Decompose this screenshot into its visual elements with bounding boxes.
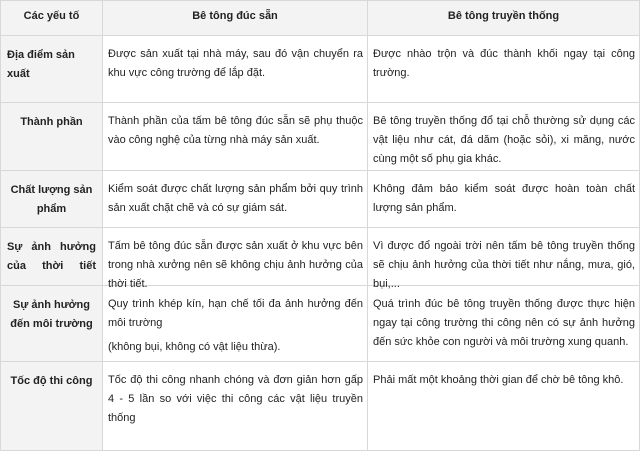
row-traditional-weather: [368, 228, 640, 290]
header-precast-label: Bê tông đúc sẵn: [192, 9, 278, 22]
row-precast-production-site: [103, 36, 368, 103]
header-factors: [0, 0, 103, 36]
row-traditional-production-site: [368, 36, 640, 103]
row-precast-quality: [103, 171, 368, 228]
cell-text: Vì được đổ ngoài trời nên tấm bê tông truyền thống sẽ chịu ảnh hưởng của thời tiết như nắng, mưa, gió, bụi,...: [373, 240, 635, 290]
header-traditional: [368, 0, 640, 36]
row-factor-quality: Chất lượng sản phẩm: [0, 171, 103, 228]
cell-text: Tốc độ thi công nhanh chóng và đơn giản hơn gấp 4 - 5 lần so với việc thi công các vật liệu truyền thống: [108, 374, 363, 424]
header-factors-label: Các yếu tố: [23, 9, 80, 22]
row-factor-composition: Thành phần: [0, 103, 103, 171]
row-precast-composition: [103, 103, 368, 171]
cell-text: Kiểm soát được chất lượng sản phẩm bởi quy trình sản xuất chặt chẽ và có sự giám sát.: [108, 183, 363, 214]
row-factor-weather: Sự ảnh hưởng của thời tiết: [0, 228, 103, 286]
header-traditional-label: Bê tông truyền thống: [447, 9, 560, 22]
cell-text: Được sản xuất tại nhà máy, sau đó vận chuyển ra khu vực công trường để lắp đặt.: [108, 48, 363, 79]
cell-text: Được nhào trộn và đúc thành khối ngay tại công trường.: [373, 48, 635, 79]
cell-text: Quy trình khép kín, hạn chế tối đa ảnh hưởng đến môi trường: [108, 298, 363, 329]
cell-text: Phải mất một khoảng thời gian để chờ bê tông khô.: [373, 374, 624, 386]
row-precast-speed: [103, 362, 368, 451]
row-factor-speed: Tốc độ thi công: [0, 362, 103, 451]
row-traditional-environment: [368, 286, 640, 362]
header-precast: [103, 0, 368, 36]
cell-text: Tấm bê tông đúc sẵn được sản xuất ở khu vực bên trong nhà xưởng nên sẽ không chịu ảnh hưởng của thời tiết.: [108, 240, 363, 290]
cell-text: Quá trình đúc bê tông truyền thống được thực hiện ngay tại công trường thi công nên có sự ảnh hưởng đến sức khỏe con người và môi trường xung quanh.: [373, 298, 635, 348]
row-factor-environment: Sự ảnh hưởng đến môi trường: [0, 286, 103, 362]
row-precast-environment: [103, 286, 368, 362]
cell-text: Không đảm bảo kiểm soát được hoàn toàn chất lượng sản phẩm.: [373, 183, 635, 214]
row-traditional-quality: [368, 171, 640, 228]
row-traditional-composition: [368, 103, 640, 171]
cell-text: Thành phần của tấm bê tông đúc sẵn sẽ phụ thuộc vào công nghệ của từng nhà máy sản xuất.: [108, 115, 363, 146]
cell-text: (không bụi, không có vật liệu thừa).: [108, 341, 281, 353]
row-precast-weather: [103, 228, 368, 290]
row-factor-production-site: Địa điểm sản xuất: [0, 36, 103, 103]
cell-text: Bê tông truyền thống đổ tại chỗ thường sử dụng các vật liệu như cát, đá dăm (hoặc sỏi), xi măng, nước cùng một số phụ gia khác.: [373, 115, 635, 165]
row-traditional-speed: [368, 362, 640, 451]
